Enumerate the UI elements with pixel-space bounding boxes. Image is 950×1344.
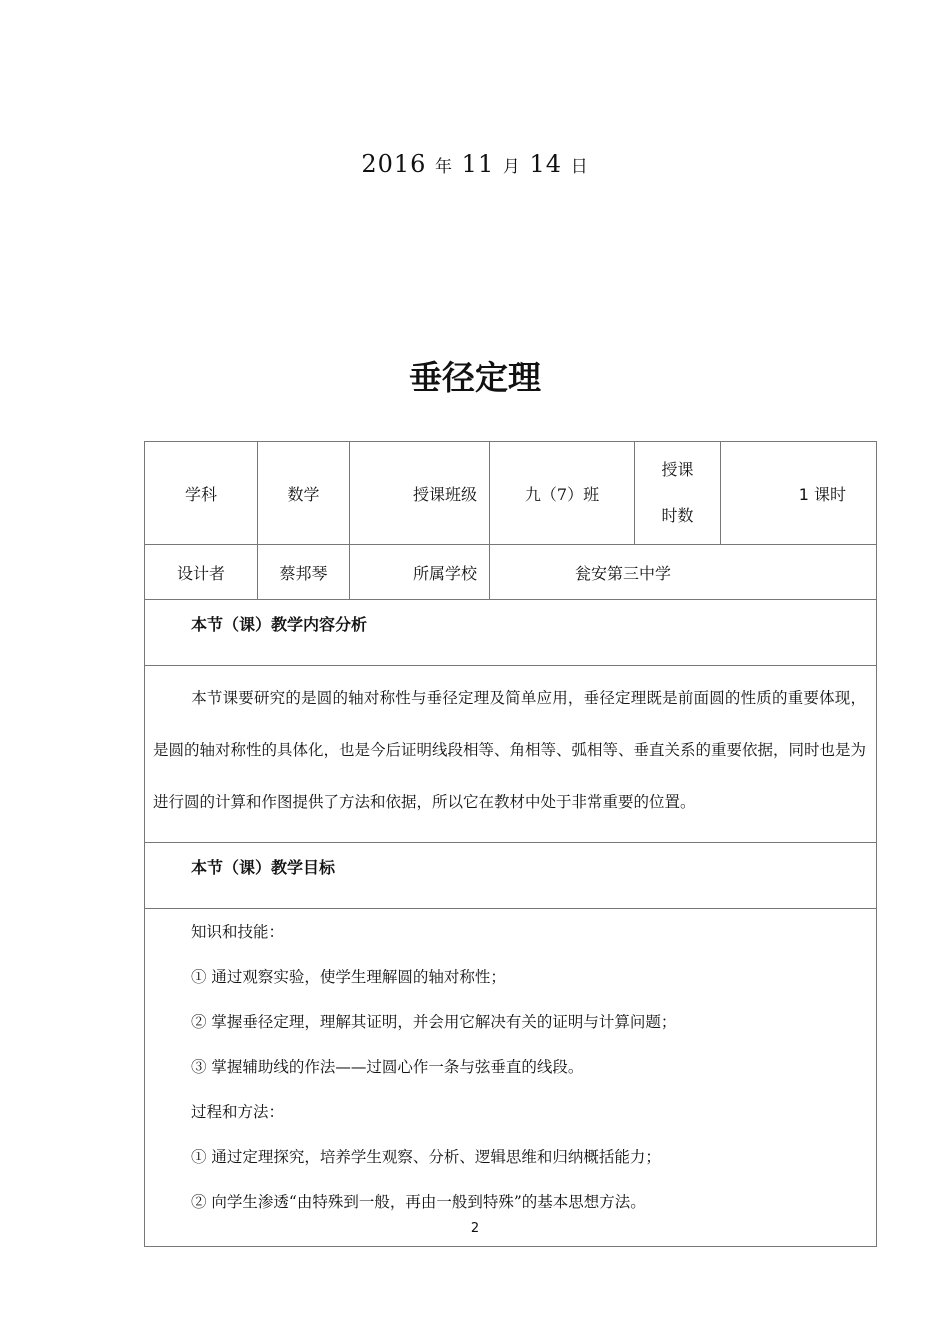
analysis-body-row <box>145 666 877 843</box>
date-month-char: 月 <box>502 157 521 177</box>
hours-label-line1: 授课 <box>661 460 694 479</box>
objective-item: ① 通过定理探究，培养学生观察、分析、逻辑思维和归纳概括能力； <box>191 1148 661 1166</box>
objective-item: ③ 掌握辅助线的作法——过圆心作一条与弦垂直的线段。 <box>191 1058 584 1076</box>
objectives-list <box>145 909 877 1247</box>
objective-item: 过程和方法： <box>191 1103 285 1121</box>
hours-label-cell <box>635 442 721 545</box>
page-number: 2 <box>470 1221 480 1236</box>
objectives-heading: 本节（课）教学目标 <box>145 843 877 909</box>
designer-value: 蔡邦琴 <box>258 545 350 600</box>
objective-item: ① 通过观察实验，使学生理解圆的轴对称性； <box>191 968 506 986</box>
date-day: 14 <box>529 150 563 178</box>
date-day-char: 日 <box>570 157 589 177</box>
analysis-heading-row <box>145 600 877 666</box>
designer-label: 设计者 <box>145 545 258 600</box>
objectives-heading-row <box>145 843 877 909</box>
date-month: 11 <box>461 150 495 178</box>
date-year: 2016 <box>361 150 427 178</box>
hours-label-line2: 时数 <box>661 506 694 525</box>
info-row-2 <box>145 545 877 600</box>
objective-item: ② 向学生渗透“由特殊到一般，再由一般到特殊”的基本思想方法。 <box>191 1193 646 1211</box>
analysis-text-cell <box>145 666 877 843</box>
school-label: 所属学校 <box>350 545 490 600</box>
class-value: 九（7）班 <box>490 442 635 545</box>
document-date <box>0 150 950 178</box>
analysis-heading: 本节（课）教学内容分析 <box>145 600 877 666</box>
info-row-1 <box>145 442 877 545</box>
date-year-char: 年 <box>435 157 454 177</box>
class-label: 授课班级 <box>350 442 490 545</box>
objective-item: 知识和技能： <box>191 923 285 941</box>
hours-value: 1 课时 <box>721 442 877 545</box>
objectives-body-row <box>145 909 877 1247</box>
analysis-text: 本节课要研究的是圆的轴对称性与垂径定理及简单应用，垂径定理既是前面圆的性质的重要体现，是圆的轴对称性的具体化，也是今后证明线段相等、角相等、弧相等、垂直关系的重要依据，同时也是为进行圆的计算和作图提供了方法和依据，所以它在教材中处于非常重要的位置。 <box>153 689 867 811</box>
subject-label: 学科 <box>145 442 258 545</box>
page-title: 垂径定理 <box>409 358 541 397</box>
objective-item: ② 掌握垂径定理，理解其证明，并会用它解决有关的证明与计算问题； <box>191 1013 677 1031</box>
school-value: 瓮安第三中学 <box>490 545 877 600</box>
subject-value: 数学 <box>258 442 350 545</box>
lesson-plan-table <box>144 441 877 1247</box>
